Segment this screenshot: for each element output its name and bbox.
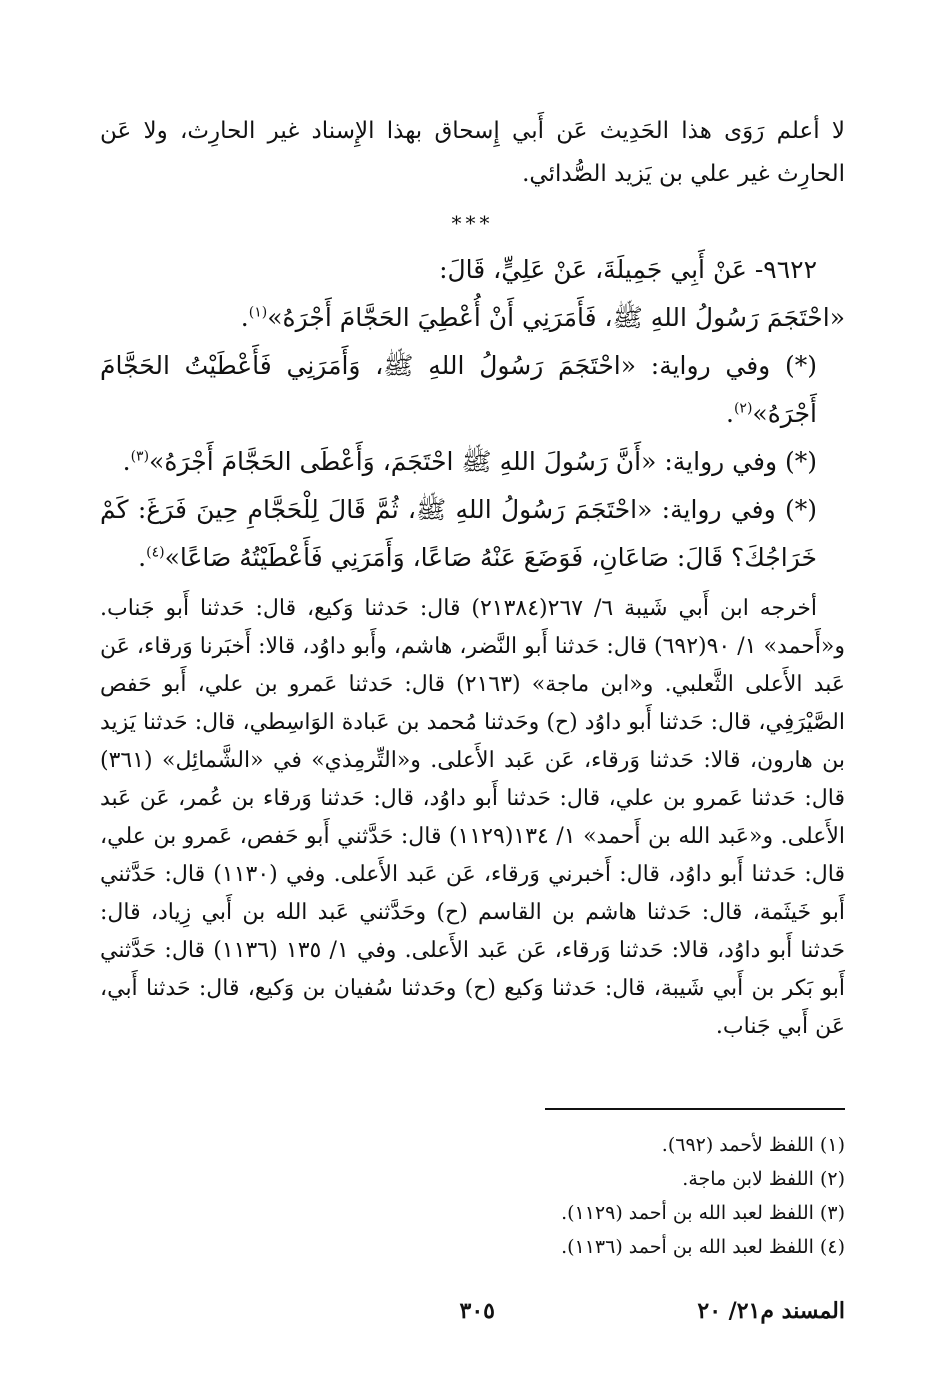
riwaya-end: . <box>122 447 131 476</box>
takhrij-paragraph: أخرجه ابن أَبي شَيبة ٦/ ٢٦٧(٢١٣٨٤) قال: حَدثنا وَكيع، قال: حَدثنا أَبو جَناب. و«أَحمد» ١/ ٩٠(٦٩٢) قال: حَدثنا أَبو النَّضر، هاشم، وأَبو داوُد، قالا: أَخبَرنا وَرقاء، عَن عَبد الأَعلى الثَّعلبي. و«ابن ماجة» (٢١٦٣) قال: حَدثنا عَمرو بن علي، أَبو حَفص الصَّيْرَفِي، قال: حَدثنا أَبو داوُد (ح) وحَدثنا مُحمد بن عَبادة الوَاسِطي، قال: حَدثنا يَزيد بن هارون، قالا: حَدثنا وَرقاء، عَن عَبد الأَعلى. و«التِّرمِذي» في «الشَّمائِل» (٣٦١) قال: حَدثنا عَمرو بن علي، قال: حَدثنا أَبو داوُد، قال: حَدثنا وَرقاء بن عُمر، عَن عَبد الأَعلى. و«عَبد الله بن أَحمد» ١/ ١٣٤(١١٢٩) قال: حَدَّثني أَبو حَفص، عَمرو بن علي، قال: حَدثنا أَبو داوُد، قال: أَخبرني وَرقاء، عَن عَبد الأَعلى. وفي (١١٣٠) قال: حَدَّثني أَبو خَيثَمة، قال: حَدثنا هاشم بن القاسم (ح) وحَدَّثني عَبد الله بن أَبي زِياد، قال: حَدثنا أَبو داوُد، قالا: حَدثنا وَرقاء، عَن عَبد الأَعلى. وفي ١/ ١٣٥ (١١٣٦) قال: حَدَّثني أَبو بَكر بن أَبي شَيبة، قال: حَدثنا وَكيع (ح) وحَدثنا سُفيان بن وَكيع، قال: حَدثنا أَبي، عَن أَبي جَناب. <box>100 596 846 1039</box>
section-separator: *** <box>451 211 494 235</box>
page-body <box>100 110 845 1046</box>
volume-signature: المسند م٢١/ ٢٠ <box>697 1298 845 1324</box>
footnote-item: (١) اللفظ لأحمد (٦٩٢). <box>661 1134 845 1156</box>
riwaya-line <box>100 438 845 486</box>
hadith-text-body: «احْتَجَمَ رَسُولُ اللهِ ﷺ، فَأَمَرَنِي أَنْ أُعْطِيَ الحَجَّامَ أَجْرَهُ» <box>267 303 845 332</box>
page-number: ٣٠٥ <box>459 1298 495 1324</box>
footnote-item: (٢) اللفظ لابن ماجة. <box>682 1168 845 1190</box>
riwaya-text: (*) وفي رواية: «احْتَجَمَ رَسُولُ اللهِ ﷺ، وَأَمَرَنِي فَأَعْطَيْتُ الحَجَّامَ أَجْرَهُ» <box>100 351 817 428</box>
riwaya-text: (*) وفي رواية: «أَنَّ رَسُولَ اللهِ ﷺ احْتَجَمَ، وَأَعْطَى الحَجَّامَ أَجْرَهُ» <box>149 447 817 476</box>
riwaya-end: . <box>725 399 734 428</box>
footnotes <box>100 1128 845 1264</box>
footnote-ref: (٤) <box>146 544 165 561</box>
riwaya-line <box>100 342 845 438</box>
footnote-ref: (٢) <box>733 400 753 417</box>
footnote-ref: (١) <box>248 304 268 321</box>
footnote-item: (٤) اللفظ لعبد الله بن أحمد (١١٣٦). <box>561 1236 845 1258</box>
footnote-item: (٣) اللفظ لعبد الله بن أحمد (١١٢٩). <box>561 1202 845 1224</box>
hadith-block <box>100 246 845 582</box>
riwaya-line <box>100 486 845 582</box>
page-footer <box>100 1298 845 1334</box>
riwaya-text: (*) وفي رواية: «احْتَجَمَ رَسُولُ اللهِ ﷺ، ثُمَّ قَالَ لِلْحَجَّامِ حِينَ فَرَغَ: كَمْ خَرَاجُكَ؟ قَالَ: صَاعَانِ، فَوَضَعَ عَنْهُ صَاعًا، وَأَمَرَنِي فَأَعْطَيْتُهُ صَاعًا» <box>100 495 817 572</box>
intro-paragraph: لا أعلم رَوَى هذا الحَدِيث عَن أَبي إِسحاق بهذا الإِسناد غير الحارِث، ولا عَن الحارِث غير علي بن يَزيد الصُّدائي. <box>100 118 845 187</box>
hadith-text-end: . <box>240 303 249 332</box>
hadith-heading: ٩٦٢٢- عَنْ أَبِي جَمِيلَةَ، عَنْ عَلِيٍّ، قَالَ: <box>439 255 817 284</box>
footnote-ref: (٣) <box>130 448 150 465</box>
footnote-divider <box>545 1108 845 1110</box>
riwaya-end: . <box>138 543 147 572</box>
hadith-text <box>100 294 845 342</box>
